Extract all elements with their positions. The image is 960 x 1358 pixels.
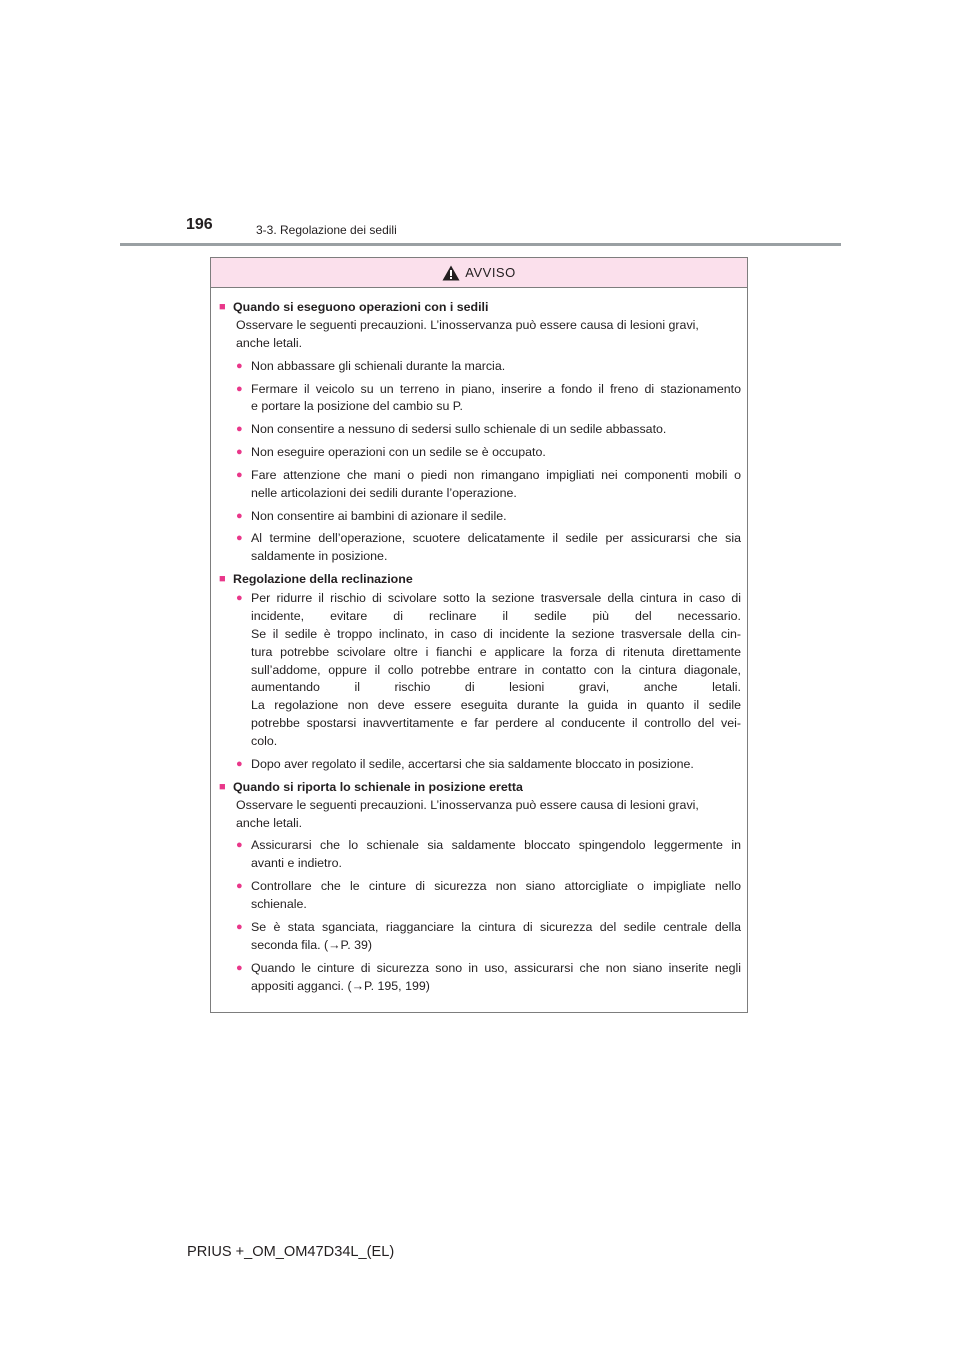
item-line: tura potrebbe scivolare oltre i fianchi e applicare la forza di ritenuta direttamente	[251, 644, 741, 659]
intro-line: Osservare le seguenti precauzioni. L’inosservanza può essere causa di lesioni gravi,	[236, 317, 699, 332]
intro-line: anche letali.	[236, 815, 303, 830]
warning-box	[210, 257, 748, 1013]
item-line: sull’addome, oppure il collo potrebbe entrare in contatto con la cintura diagonale,	[251, 662, 741, 677]
square-bullet-icon: ■	[219, 780, 226, 793]
list-item	[236, 919, 741, 955]
item-line: colo.	[251, 734, 278, 749]
intro-line: anche letali.	[236, 335, 303, 350]
list-item-text	[251, 837, 741, 873]
warning-section	[219, 299, 741, 566]
list-item	[236, 878, 741, 914]
section-intro	[219, 317, 741, 353]
warning-section	[219, 571, 741, 774]
item-line: avanti e indietro.	[251, 856, 342, 871]
item-line: nelle articolazioni dei sedili durante l’operazione.	[251, 485, 517, 500]
list-item	[236, 358, 741, 376]
section-heading	[219, 299, 741, 317]
list-item-text	[251, 878, 741, 914]
item-line: Non eseguire operazioni con un sedile se è occupato.	[251, 445, 546, 460]
round-bullet-icon: ●	[236, 359, 243, 372]
item-line: incidente, evitare di reclinare il sedile più del necessario.	[251, 608, 741, 623]
item-line: Quando le cinture di sicurezza sono in uso, assicurarsi che non siano inserite negli	[251, 960, 741, 975]
list-item-text	[251, 508, 741, 526]
list-item-text	[251, 381, 741, 417]
list-item	[236, 381, 741, 417]
round-bullet-icon: ●	[236, 880, 243, 893]
warning-triangle-icon	[442, 265, 460, 281]
list-item	[236, 508, 741, 526]
item-line: Controllare che le cinture di sicurezza non siano attorcigliate o impigliate nello	[251, 879, 741, 894]
item-line: appositi agganci. (→P. 195, 199)	[251, 978, 430, 993]
item-line: Non consentire ai bambini di azionare il sedile.	[251, 508, 507, 523]
item-line: Fermare il veicolo su un terreno in piano, inserire a fondo il freno di stazionamento	[251, 381, 741, 396]
square-bullet-icon: ■	[219, 573, 226, 586]
item-line: aumentando il rischio di lesioni gravi, anche letali.	[251, 680, 741, 695]
section-title: 3-3. Regolazione dei sedili	[256, 223, 397, 237]
round-bullet-icon: ●	[236, 961, 243, 974]
section-heading-text: Quando si riporta lo schienale in posizione eretta	[233, 779, 523, 794]
list-item-text	[251, 530, 741, 566]
round-bullet-icon: ●	[236, 423, 243, 436]
header-rule	[120, 243, 841, 246]
warning-title: AVVISO	[465, 265, 516, 280]
list-item-text	[251, 467, 741, 503]
round-bullet-icon: ●	[236, 532, 243, 545]
item-line: potrebbe spostarsi inavvertitamente e far perdere al conducente il controllo del vei-	[251, 716, 741, 731]
item-line: saldamente in posizione.	[251, 549, 388, 564]
section-heading	[219, 779, 741, 797]
round-bullet-icon: ●	[236, 920, 243, 933]
square-bullet-icon: ■	[219, 301, 226, 313]
item-line: Se è stata sganciata, riagganciare la cintura di sicurezza del sedile centrale della	[251, 919, 741, 934]
list-item-text	[251, 590, 741, 751]
item-line: schienale.	[251, 897, 307, 912]
list-item	[236, 444, 741, 462]
section-heading-text: Regolazione della reclinazione	[233, 572, 413, 587]
item-line: e portare la posizione del cambio su P.	[251, 399, 463, 414]
round-bullet-icon: ●	[236, 509, 243, 522]
list-item-text	[251, 919, 741, 955]
item-line: seconda fila. (→P. 39)	[251, 937, 372, 952]
document-code: PRIUS +_OM_OM47D34L_(EL)	[187, 1244, 395, 1260]
section-intro	[219, 797, 741, 833]
warning-body	[211, 288, 747, 995]
item-line: Se il sedile è troppo inclinato, in caso di incidente la sezione trasversale della cin-	[251, 626, 741, 641]
round-bullet-icon: ●	[236, 591, 243, 604]
list-item-text	[251, 444, 741, 462]
round-bullet-icon: ●	[236, 446, 243, 459]
list-item	[236, 530, 741, 566]
list-item	[236, 467, 741, 503]
item-line: Dopo aver regolato il sedile, accertarsi che sia saldamente bloccato in posizione.	[251, 756, 694, 771]
round-bullet-icon: ●	[236, 839, 243, 852]
item-line: Fare attenzione che mani o piedi non rimangano impigliati nei componenti mobili o	[251, 467, 741, 482]
list-item	[236, 837, 741, 873]
list-item-text	[251, 960, 741, 996]
list-item	[236, 590, 741, 751]
list-item	[236, 756, 741, 774]
item-line: Per ridurre il rischio di scivolare sotto la sezione trasversale della cintura in caso di	[251, 590, 741, 605]
list-item-text	[251, 421, 741, 439]
page-number: 196	[186, 216, 213, 233]
round-bullet-icon: ●	[236, 382, 243, 395]
list-item-text	[251, 358, 741, 376]
item-line: La regolazione non deve essere eseguita durante la guida in quanto il sedile	[251, 698, 741, 713]
list-item	[236, 421, 741, 439]
round-bullet-icon: ●	[236, 468, 243, 481]
warning-section	[219, 779, 741, 996]
list-item-text	[251, 756, 741, 774]
section-heading	[219, 571, 741, 589]
item-line: Non abbassare gli schienali durante la marcia.	[251, 358, 506, 373]
item-line: Al termine dell’operazione, scuotere delicatamente il sedile per assicurarsi che sia	[251, 531, 741, 546]
round-bullet-icon: ●	[236, 757, 243, 770]
item-line: Assicurarsi che lo schienale sia saldamente bloccato spingendolo leggermente in	[251, 838, 741, 853]
section-heading-text: Quando si eseguono operazioni con i sedili	[233, 300, 489, 314]
intro-line: Osservare le seguenti precauzioni. L’inosservanza può essere causa di lesioni gravi,	[236, 797, 699, 812]
warning-header	[211, 258, 747, 288]
list-item	[236, 960, 741, 996]
item-line: Non consentire a nessuno di sedersi sullo schienale di un sedile abbassato.	[251, 422, 667, 437]
